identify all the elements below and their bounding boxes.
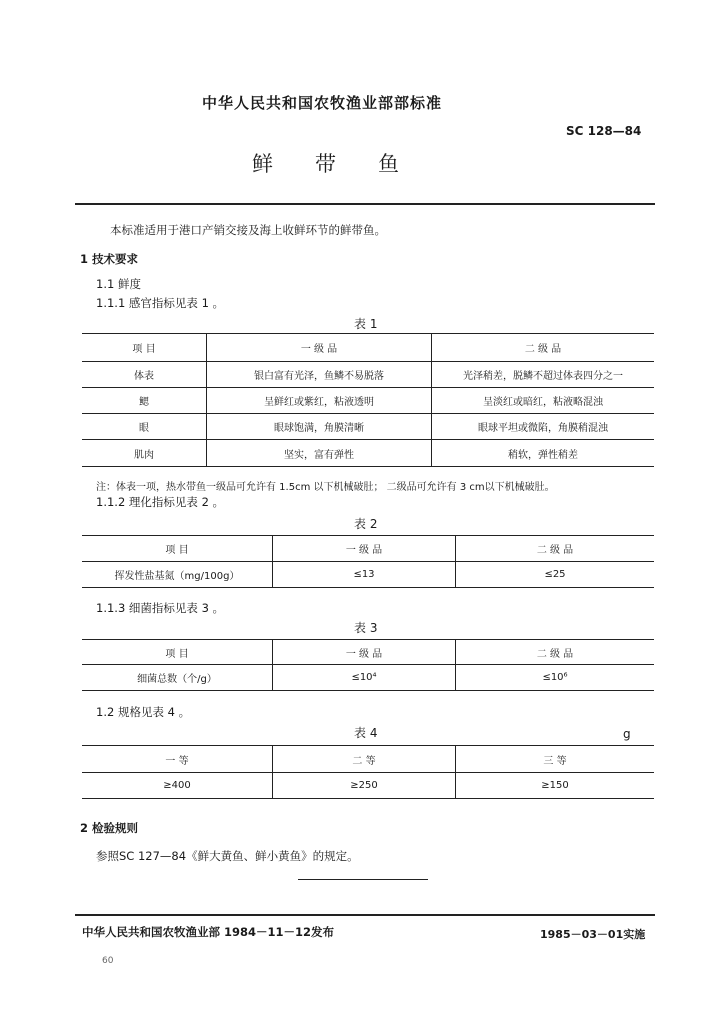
section-1-1-1-text: 1.1.1 感官指标见表 1 。 <box>96 296 225 310</box>
table-cell: ≤25 <box>456 562 655 588</box>
issuing-authority: 中华人民共和国农牧渔业部部标准 <box>202 94 443 112</box>
table-cell: ≤13 <box>273 562 456 588</box>
table-header-cell: 一 级 品 <box>273 536 456 562</box>
table-2 <box>82 535 654 588</box>
page-number: 60 <box>102 956 114 966</box>
table-header-row <box>82 746 654 773</box>
table-row <box>82 562 654 588</box>
table-row <box>82 388 654 414</box>
scope-paragraph: 本标准适用于港口产销交接及海上收鲜环节的鲜带鱼。 <box>110 223 386 237</box>
section-1-2-text: 1.2 规格见表 4 。 <box>96 705 191 719</box>
table-header-row <box>82 334 654 362</box>
table-header-cell: 项 目 <box>82 640 273 665</box>
table-header-cell: 一 级 品 <box>207 334 432 362</box>
table-row <box>82 362 654 388</box>
table-cell: 挥发性盐基氮（mg/100g） <box>82 562 273 588</box>
table-cell: ≤10⁴ <box>273 665 456 691</box>
section-1-1-2-text: 1.1.2 理化指标见表 2 。 <box>96 495 225 509</box>
section-2-heading: 2 检验规则 <box>80 821 139 835</box>
table-header-cell: 三 等 <box>456 746 655 773</box>
standard-number: SC 128—84 <box>566 124 642 138</box>
table-cell: 眼 <box>82 414 207 440</box>
table-row <box>82 773 654 799</box>
publication-date: 中华人民共和国农牧渔业部 1984－11－12发布 <box>82 925 335 939</box>
table-cell: 体表 <box>82 362 207 388</box>
table-cell: 眼球饱满，角膜清晰 <box>207 414 432 440</box>
table-header-cell: 项 目 <box>82 334 207 362</box>
table-header-cell: 二 级 品 <box>456 640 655 665</box>
document-title: 鲜带鱼 <box>252 152 441 176</box>
table-cell: 肌肉 <box>82 440 207 467</box>
table-header-cell: 二 等 <box>273 746 456 773</box>
table-cell: 银白富有光泽，鱼鳞不易脱落 <box>207 362 432 388</box>
section-1-1-3-text: 1.1.3 细菌指标见表 3 。 <box>96 601 225 615</box>
table-4-caption: 表 4 <box>354 726 378 740</box>
table-header-cell: 一 级 品 <box>273 640 456 665</box>
section-2-text: 参照SC 127—84《鲜大黄鱼、鲜小黄鱼》的规定。 <box>96 849 359 863</box>
table-cell: ≥400 <box>82 773 273 799</box>
table-1-note: 注：体表一项，热水带鱼一级品可允许有 1.5cm 以下机械破肚； 二级品可允许有 3 cm以下机械破肚。 <box>96 482 555 493</box>
implementation-date: 1985－03－01实施 <box>540 928 646 941</box>
table-1 <box>82 333 654 467</box>
table-row <box>82 414 654 440</box>
table-cell: ≥250 <box>273 773 456 799</box>
table-4-unit: g <box>623 727 631 741</box>
table-cell: 呈淡红或暗红，粘液略混浊 <box>432 388 655 414</box>
table-header-cell: 一 等 <box>82 746 273 773</box>
table-cell: 稍软，弹性稍差 <box>432 440 655 467</box>
table-4 <box>82 745 654 799</box>
table-header-cell: 项 目 <box>82 536 273 562</box>
table-cell: ≥150 <box>456 773 655 799</box>
table-3 <box>82 639 654 691</box>
header-divider <box>75 203 655 205</box>
table-row <box>82 665 654 691</box>
table-header-row <box>82 640 654 665</box>
table-cell: 呈鲜红或紫红，粘液透明 <box>207 388 432 414</box>
table-header-cell: 二 级 品 <box>456 536 655 562</box>
end-of-text-rule <box>298 879 428 880</box>
table-1-caption: 表 1 <box>354 317 378 331</box>
section-1-1-heading: 1.1 鲜度 <box>96 277 141 291</box>
section-1-heading: 1 技术要求 <box>80 252 139 266</box>
table-cell: 眼球平坦或微陷，角膜稍混浊 <box>432 414 655 440</box>
table-header-row <box>82 536 654 562</box>
table-cell: ≤10⁶ <box>456 665 655 691</box>
table-cell: 细菌总数（个/g） <box>82 665 273 691</box>
table-row <box>82 440 654 467</box>
table-cell: 鳃 <box>82 388 207 414</box>
table-2-caption: 表 2 <box>354 517 378 531</box>
table-cell: 光泽稍差，脱鳞不超过体表四分之一 <box>432 362 655 388</box>
table-cell: 坚实，富有弹性 <box>207 440 432 467</box>
table-header-cell: 二 级 品 <box>432 334 655 362</box>
table-3-caption: 表 3 <box>354 621 378 635</box>
footer-divider <box>75 914 655 916</box>
